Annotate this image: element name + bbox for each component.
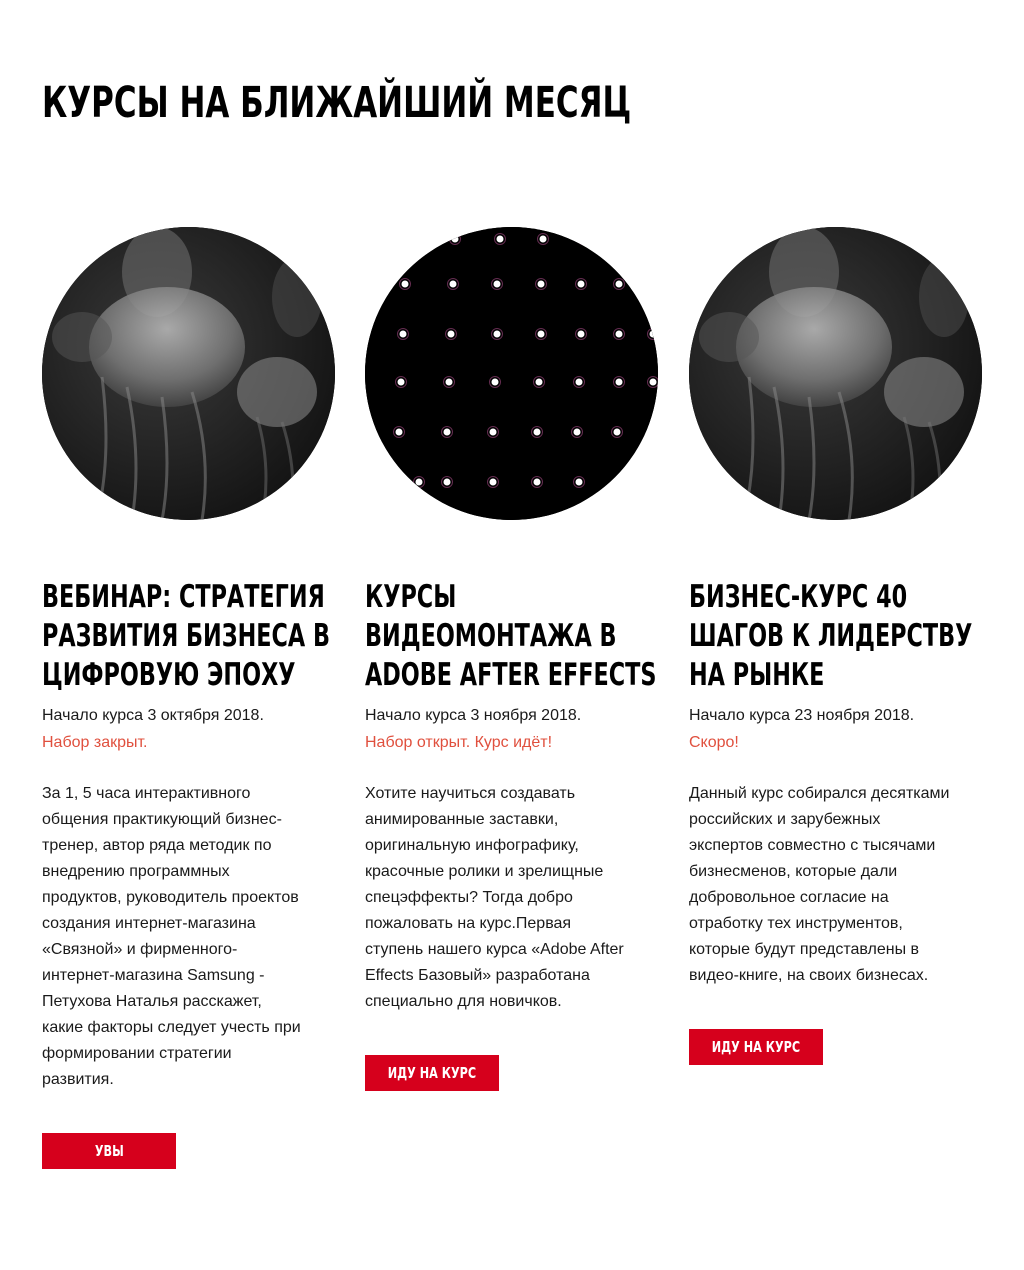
course-description (42, 781, 342, 1093)
course-start-date: Начало курса 3 октября 2018. (42, 707, 264, 724)
course-description (689, 781, 989, 989)
description-line: видео-книге, на своих бизнесах. (689, 967, 929, 984)
dot-glow (578, 234, 589, 245)
dot (450, 281, 457, 288)
description-line: «Связной» и фирменного- (42, 941, 238, 958)
description-line: тренер, автор ряда методик по (42, 837, 272, 854)
course-image-jellyfish (689, 227, 982, 520)
description-line: экспертов совместно с тысячами (689, 837, 936, 854)
dot (538, 331, 545, 338)
course-status: Набор закрыт. (42, 734, 148, 751)
dots-pattern-icon (365, 227, 658, 520)
course-title (689, 578, 984, 695)
page-title: КУРСЫ НА БЛИЖАЙШИЙ МЕСЯЦ (42, 78, 632, 128)
dot (452, 236, 459, 243)
description-line: анимированные заставки, (365, 811, 559, 828)
course-title-line: ЦИФРОВУЮ ЭПОХУ (42, 657, 296, 693)
dot (490, 429, 497, 436)
dot (492, 379, 499, 386)
description-line: российских и зарубежных (689, 811, 881, 828)
course-status: Набор открыт. Курс идёт! (365, 734, 553, 751)
description-line: За 1, 5 часа интерактивного (42, 785, 251, 802)
description-line: оригинальную инфографику, (365, 837, 579, 854)
course-button-closed[interactable] (42, 1133, 176, 1169)
dot (578, 331, 585, 338)
enroll-button[interactable] (365, 1055, 499, 1091)
dot (494, 281, 501, 288)
description-line: пожаловать на курс.Первая (365, 915, 572, 932)
dot (490, 479, 497, 486)
course-title-line: ВИДЕОМОНТАЖА В (365, 618, 617, 654)
dot (616, 379, 623, 386)
dot (580, 236, 587, 243)
dot (444, 479, 451, 486)
description-line: какие факторы следует учесть при (42, 1019, 301, 1036)
description-line: создания интернет-магазина (42, 915, 256, 932)
dot (534, 429, 541, 436)
dot (616, 331, 623, 338)
course-title-line: ВЕБИНАР: СТРАТЕГИЯ (42, 579, 325, 615)
description-line: продуктов, руководитель проектов (42, 889, 299, 906)
dot (402, 281, 409, 288)
course-title (42, 578, 337, 695)
dot (614, 429, 621, 436)
dot (576, 379, 583, 386)
dot (444, 429, 451, 436)
course-button-label: УВЫ (94, 1142, 124, 1160)
description-line: интернет-магазина Samsung - (42, 967, 265, 984)
dot (616, 281, 623, 288)
dot (540, 236, 547, 243)
description-line: внедрению программных (42, 863, 230, 880)
dot (650, 331, 657, 338)
course-title (365, 578, 660, 695)
course-image-jellyfish (42, 227, 335, 520)
course-start-date: Начало курса 23 ноября 2018. (689, 707, 915, 724)
description-line: ступень нашего курса «Adobe After (365, 941, 624, 958)
description-line: формировании стратегии (42, 1045, 232, 1062)
description-line: Петухова Наталья расскажет, (42, 993, 262, 1010)
course-title-line: РАЗВИТИЯ БИЗНЕСА В (42, 618, 330, 654)
course-title-line: ШАГОВ К ЛИДЕРСТВУ (689, 618, 973, 654)
course-title-line: БИЗНЕС-КУРС 40 (689, 579, 908, 615)
enroll-button[interactable] (689, 1029, 823, 1065)
dot (396, 429, 403, 436)
dot (400, 331, 407, 338)
course-title-line: КУРСЫ (365, 579, 457, 615)
dot (576, 479, 583, 486)
description-line: общения практикующий бизнес- (42, 811, 282, 828)
course-image-dots (365, 227, 658, 520)
course-description (365, 781, 665, 1015)
description-line: развития. (42, 1071, 114, 1088)
description-line: бизнесменов, которые дали (689, 863, 898, 880)
dot (538, 281, 545, 288)
course-button-label: ИДУ НА КУРС (387, 1064, 477, 1082)
description-line: добровольное согласие на (689, 889, 889, 906)
description-line: специально для новичков. (365, 993, 562, 1010)
description-line: отработку тех инструментов, (689, 915, 903, 932)
course-title-line: ADOBE AFTER EFFECTS (365, 657, 657, 693)
dot (448, 331, 455, 338)
course-button-label: ИДУ НА КУРС (711, 1038, 801, 1056)
dot (497, 236, 504, 243)
dot (534, 479, 541, 486)
course-status: Скоро! (689, 734, 739, 751)
description-line: которые будут представлены в (689, 941, 920, 958)
dot (578, 281, 585, 288)
dot (416, 479, 423, 486)
dot (494, 331, 501, 338)
description-line: спецэффекты? Тогда добро (365, 889, 573, 906)
dot (398, 379, 405, 386)
description-line: Effects Базовый» разработана (365, 967, 590, 984)
description-line: красочные ролики и зрелищные (365, 863, 604, 880)
dot (536, 379, 543, 386)
description-line: Данный курс собирался десятками (689, 785, 950, 802)
course-title-line: НА РЫНКЕ (689, 657, 825, 693)
description-line: Хотите научиться создавать (365, 785, 576, 802)
dot (650, 379, 657, 386)
dot (574, 429, 581, 436)
course-start-date: Начало курса 3 ноября 2018. (365, 707, 582, 724)
dot (446, 379, 453, 386)
